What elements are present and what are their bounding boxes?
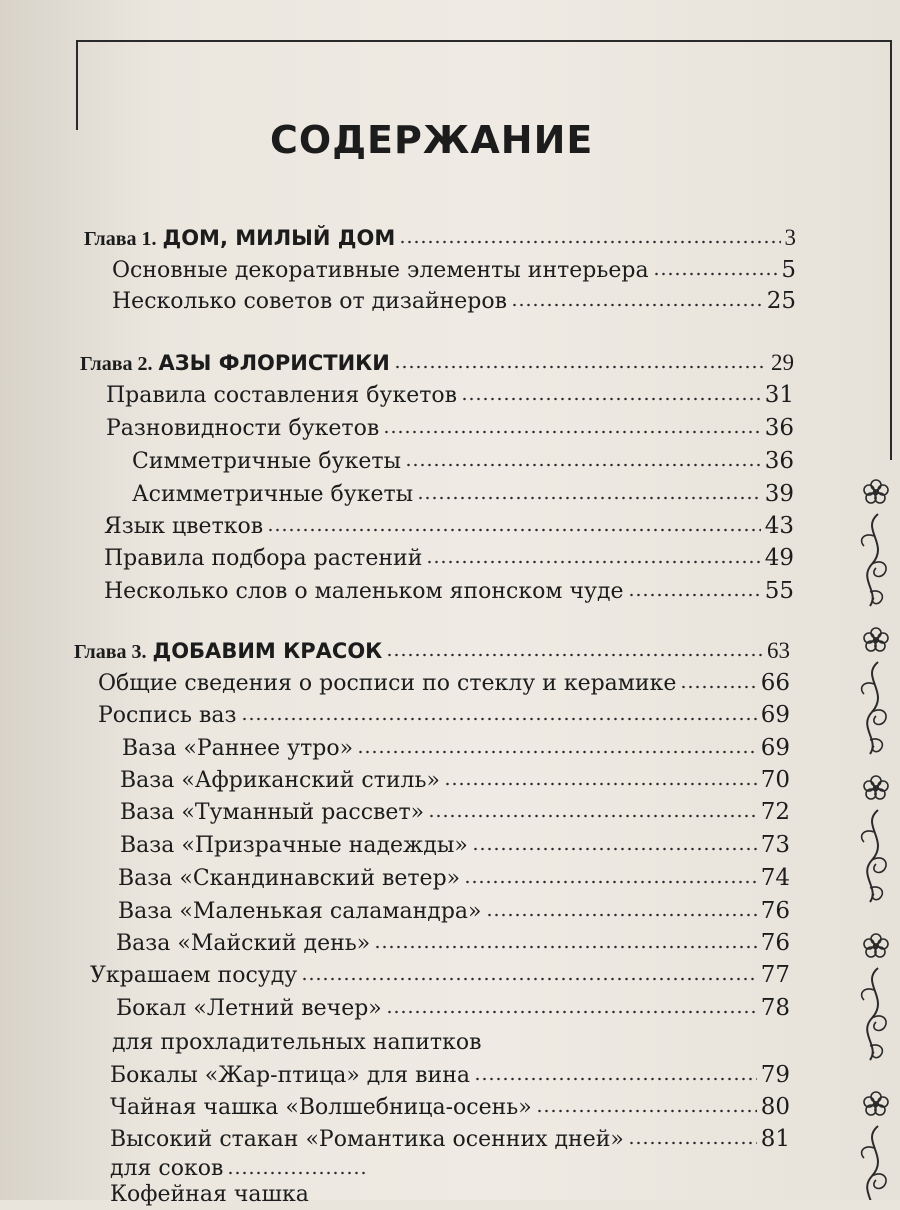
toc-entry <box>120 765 790 795</box>
leader-dots <box>536 1108 757 1114</box>
page-number: 3 <box>784 225 796 250</box>
entry-title: Ваза «Туманный рассвет» <box>120 800 425 825</box>
page-number: 70 <box>760 767 790 793</box>
leader-dots <box>653 271 778 277</box>
leader-dots <box>394 364 767 370</box>
entry-title: Симметричные букеты <box>132 449 402 474</box>
page-number: 80 <box>760 1094 790 1120</box>
entry-title: Чайная чашка «Волшебница-осень» <box>110 1095 532 1120</box>
leader-dots <box>383 429 760 435</box>
page-number: 63 <box>767 638 790 663</box>
entry-title: Асимметричные букеты <box>132 482 414 507</box>
page-number: 74 <box>760 865 790 891</box>
leader-dots <box>357 749 757 755</box>
leader-dots <box>464 879 757 885</box>
entry-title: Ваза «Призрачные надежды» <box>120 833 468 858</box>
entry-title: Ваза «Маленькая саламандра» <box>118 899 482 924</box>
page-number: 73 <box>760 832 790 858</box>
entry-title: Ваза «Скандинавский ветер» <box>118 866 461 891</box>
toc-entry <box>120 797 790 827</box>
leader-dots <box>386 1009 757 1015</box>
frame-border-left <box>76 40 78 130</box>
entry-title: Несколько слов о маленьком японском чуде <box>104 579 624 604</box>
page-number: 43 <box>764 513 794 539</box>
toc-entry <box>132 446 794 476</box>
toc-chapter <box>84 223 796 253</box>
page-title: СОДЕРЖАНИЕ <box>270 118 594 162</box>
toc-entry-partial <box>110 1180 410 1210</box>
toc-entry <box>132 479 794 509</box>
leader-dots <box>472 846 757 852</box>
toc-entry <box>106 413 794 443</box>
page-number: 25 <box>766 288 796 314</box>
page-number: 55 <box>764 578 794 604</box>
toc-entry <box>112 255 796 285</box>
leader-dots <box>374 944 757 950</box>
leader-dots <box>628 1140 757 1146</box>
leader-dots <box>227 1170 366 1176</box>
leader-dots <box>386 652 763 658</box>
chapter-number: Глава 3. <box>74 641 147 663</box>
leader-dots <box>680 684 756 690</box>
page-number: 76 <box>760 898 790 924</box>
toc-entry <box>98 700 790 730</box>
toc-chapter <box>80 348 794 378</box>
leader-dots <box>428 813 757 819</box>
toc-entry <box>120 830 790 860</box>
entry-title: Ваза «Раннее утро» <box>122 736 354 761</box>
chapter-number: Глава 1. <box>84 228 157 250</box>
toc-entry <box>104 511 794 541</box>
toc-entry <box>110 1124 790 1154</box>
leader-dots <box>426 559 760 565</box>
chapter-title: ДОМ, МИЛЫЙ ДОМ <box>162 226 396 250</box>
page-number: 49 <box>764 545 794 571</box>
leader-dots <box>486 912 757 918</box>
toc-entry <box>104 543 794 573</box>
page-number: 76 <box>760 930 790 956</box>
page-number: 77 <box>760 962 790 988</box>
leader-dots <box>301 976 757 982</box>
page-number: 69 <box>760 702 790 728</box>
toc-entry <box>116 928 790 958</box>
page-number: 31 <box>764 382 794 408</box>
entry-title: Ваза «Африканский стиль» <box>120 768 440 793</box>
entry-title: Высокий стакан «Романтика осенних дней» <box>110 1127 624 1152</box>
page-number: 69 <box>760 735 790 761</box>
leader-dots <box>405 462 761 468</box>
toc-entry <box>106 380 794 410</box>
entry-title: для прохладительных напитков <box>112 1030 482 1055</box>
toc-entry <box>110 1092 790 1122</box>
toc-entry <box>112 286 796 316</box>
toc-entry <box>118 863 790 893</box>
leader-dots <box>474 1076 757 1082</box>
entry-title: Основные декоративные элементы интерьера <box>112 258 649 283</box>
leader-dots <box>461 396 761 402</box>
entry-title: Украшаем посуду <box>90 963 298 988</box>
toc-entry <box>118 896 790 926</box>
entry-title: Несколько советов от дизайнеров <box>112 289 508 314</box>
page-number: 29 <box>771 350 794 375</box>
chapter-title: ДОБАВИМ КРАСОК <box>152 639 383 663</box>
entry-title: для соков <box>110 1156 224 1181</box>
entry-title: Язык цветков <box>104 514 264 539</box>
entry-title: Роспись ваз <box>98 703 237 728</box>
leader-dots <box>628 592 761 598</box>
toc-entry <box>98 668 790 698</box>
entry-title: Бокал «Летний вечер» <box>116 996 382 1021</box>
page-number: 66 <box>760 670 790 696</box>
leader-dots <box>511 302 763 308</box>
page-number: 5 <box>781 257 796 283</box>
entry-title: Общие сведения о росписи по стеклу и керамике <box>98 671 677 696</box>
floral-ornament-icon <box>850 470 900 1200</box>
toc-entry-continuation <box>112 1028 752 1058</box>
leader-dots <box>417 495 761 501</box>
entry-title: Ваза «Майский день» <box>116 931 371 956</box>
page-number: 79 <box>760 1062 790 1088</box>
entry-title: Бокалы «Жар-птица» для вина <box>110 1063 471 1088</box>
leader-dots <box>267 527 761 533</box>
page-number: 39 <box>764 481 794 507</box>
frame-border-right <box>890 40 892 460</box>
toc-entry <box>122 733 790 763</box>
toc-entry <box>116 993 790 1023</box>
page-number: 72 <box>760 799 790 825</box>
page-number: 81 <box>760 1126 790 1152</box>
toc-entry <box>110 1060 790 1090</box>
page-number: 36 <box>764 448 794 474</box>
floral-border-ornament <box>850 470 900 1200</box>
toc-entry <box>104 576 794 606</box>
page-number: 78 <box>760 995 790 1021</box>
chapter-title: АЗЫ ФЛОРИСТИКИ <box>158 351 390 375</box>
leader-dots <box>241 716 757 722</box>
entry-title: Кофейная чашка <box>110 1182 309 1207</box>
chapter-number: Глава 2. <box>80 353 153 375</box>
frame-border-top <box>76 40 892 42</box>
entry-title: Правила составления букетов <box>106 383 458 408</box>
entry-title: Разновидности букетов <box>106 416 380 441</box>
toc-chapter <box>74 636 790 666</box>
entry-title: Правила подбора растений <box>104 546 423 571</box>
page-number: 36 <box>764 415 794 441</box>
toc-entry <box>90 960 790 990</box>
leader-dots <box>399 239 780 245</box>
leader-dots <box>444 781 757 787</box>
